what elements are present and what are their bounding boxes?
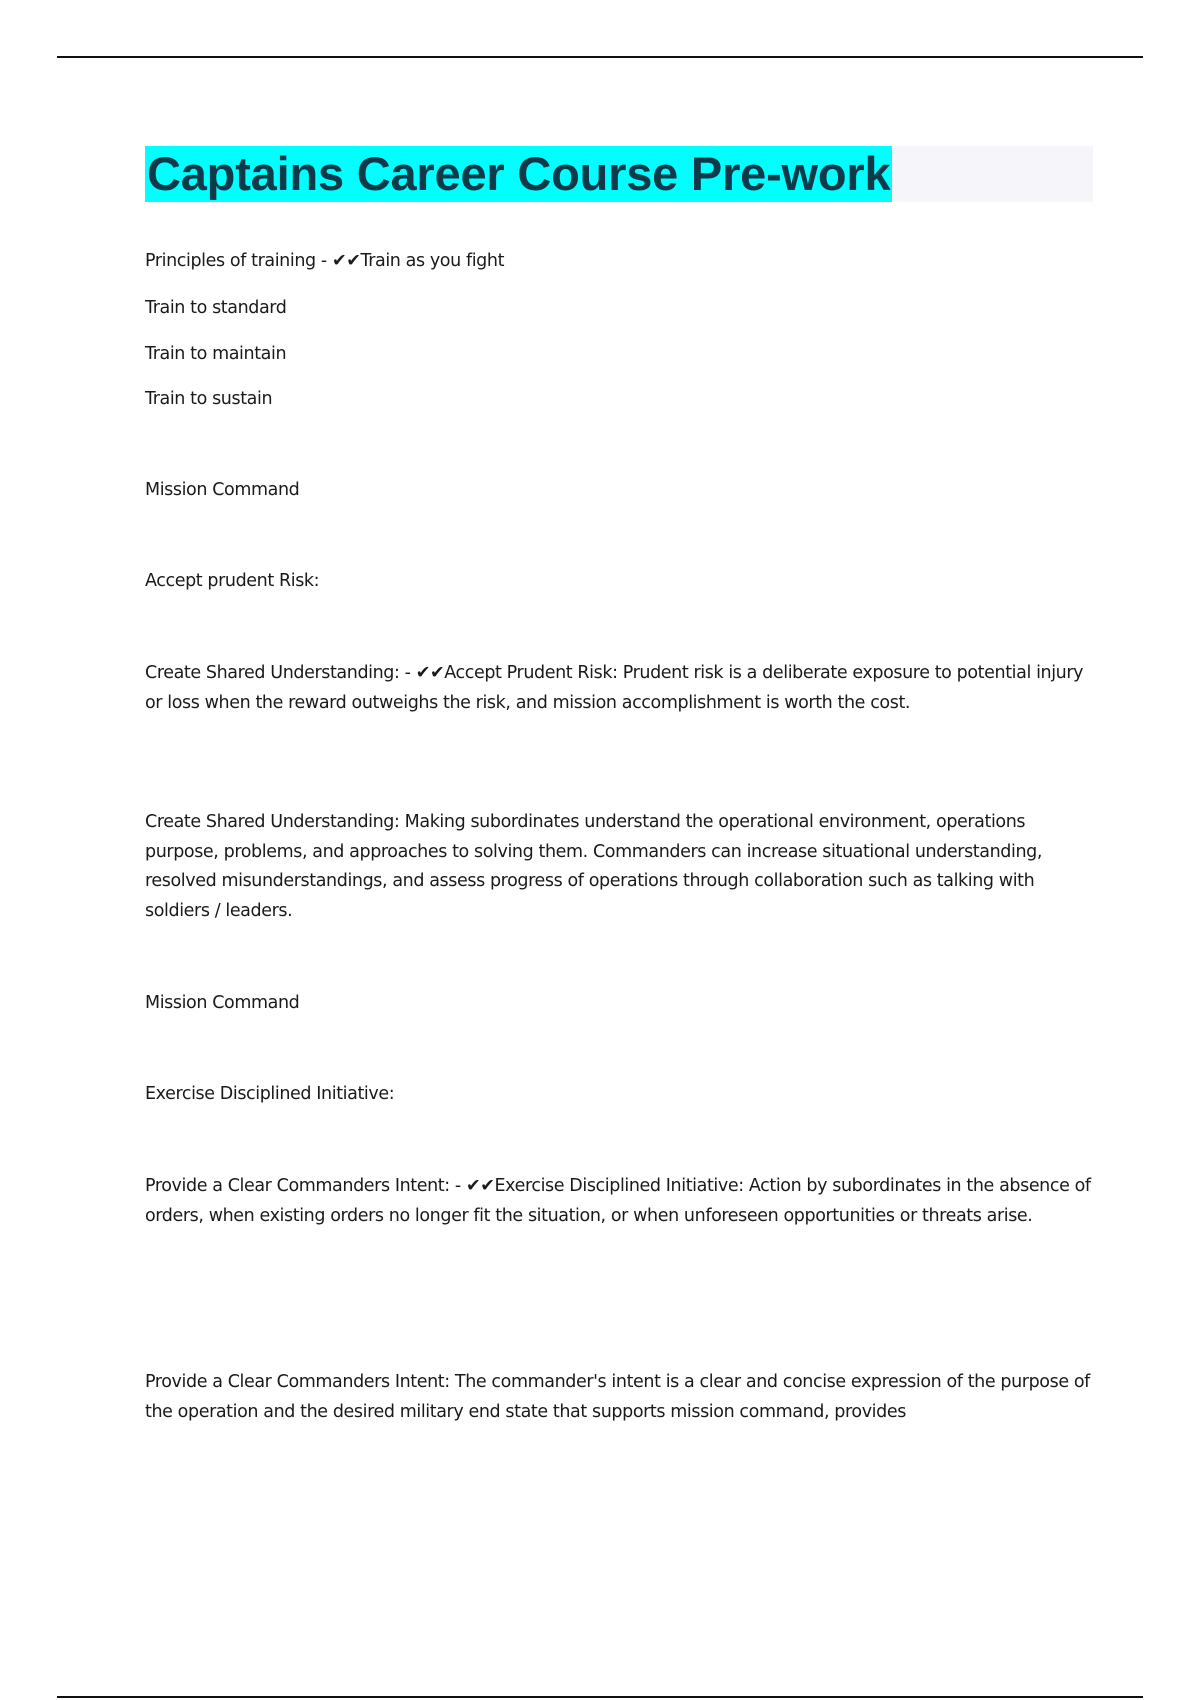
paragraph-accept-prudent-risk: Accept prudent Risk: [145,571,320,591]
paragraph-train-to-sustain: Train to sustain [145,389,273,409]
page-title: Captains Career Course Pre-work [147,147,891,200]
paragraph-train-to-standard: Train to standard [145,298,287,318]
paragraph-clear-commanders-intent-answer: Provide a Clear Commanders Intent: - ✔✔Exercise Disciplined Initiative: Action by subordinates in the absence of orders, when existing orders no longer fit the situation, or when unforeseen opportunities or threats arise. [145,1176,1091,1226]
paragraph-create-shared-understanding-definition: Create Shared Understanding: Making subordinates understand the operational environment, operations purpose, problems, and approaches to solving them. Commanders can increase situational understanding, resolved misunderstandings, and assess progress of operations through collaboration such as talking with soldiers / leaders. [145,812,1043,921]
paragraph-exercise-disciplined-initiative: Exercise Disciplined Initiative: [145,1084,395,1104]
top-rule [57,56,1143,58]
bottom-rule [57,1696,1143,1698]
paragraph-clear-commanders-intent-definition: Provide a Clear Commanders Intent: The commander's intent is a clear and concise expression of the purpose of the operation and the desired military end state that supports mission command, provides [145,1372,1090,1422]
paragraph-train-to-maintain: Train to maintain [145,344,287,364]
paragraph-create-shared-understanding-answer: Create Shared Understanding: - ✔✔Accept Prudent Risk: Prudent risk is a deliberate exposure to potential injury or loss when the reward outweighs the risk, and mission accomplishment is worth the cost. [145,663,1084,713]
paragraph-mission-command: Mission Command [145,480,300,500]
paragraph-mission-command-2: Mission Command [145,993,300,1013]
paragraph-principles-of-training: Principles of training - ✔✔Train as you fight [145,251,505,271]
